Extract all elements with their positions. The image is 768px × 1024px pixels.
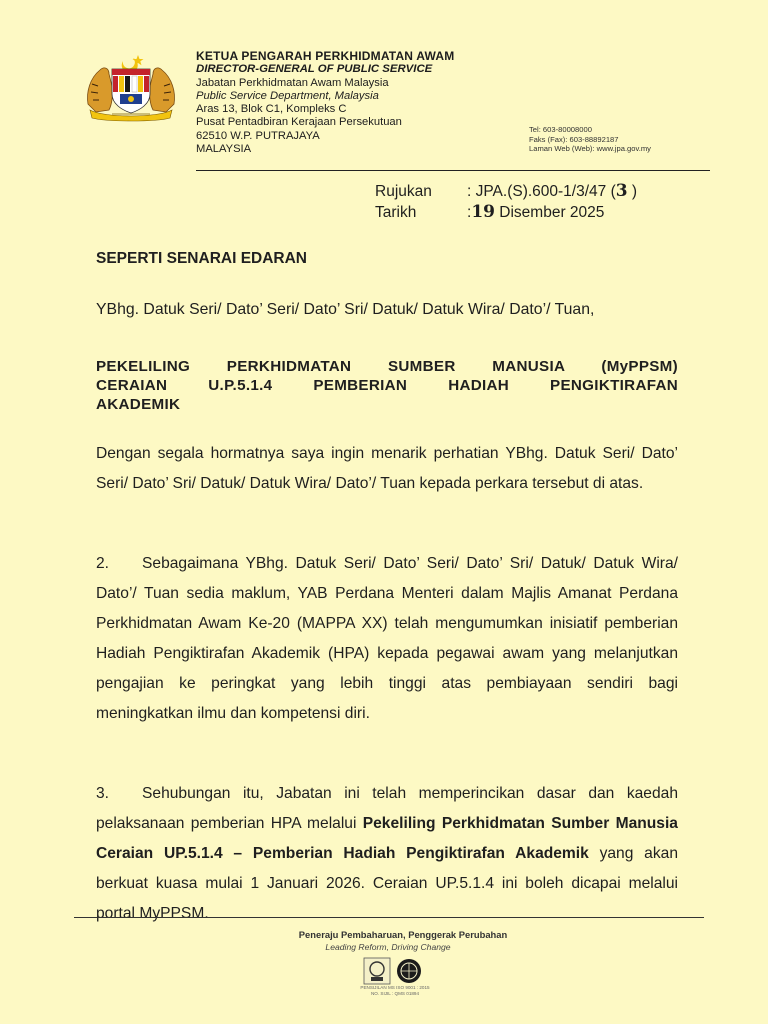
contact-tel: Tel: 603-80008000 [529, 125, 592, 134]
footer-divider [74, 917, 704, 918]
subject-heading [96, 357, 678, 414]
subject-line: PEKELILING PERKHIDMATAN SUMBER MANUSIA (MyPPSM) [96, 358, 678, 375]
letterhead-title: KETUA PENGARAH PERKHIDMATAN AWAM [196, 49, 455, 63]
paragraph-1: Dengan segala hormatnya saya ingin menarik perhatian YBhg. Datuk Seri/ Dato’ Seri/ Dato’ Sri/ Datuk/ Datuk Wira/ Dato’/ Tuan kepada perkara tersebut di atas. [96, 445, 678, 492]
handwritten-day: 19 [471, 202, 495, 222]
paragraph-text: yang akan berkuat kuasa mulai 1 Januari 2026. Ceraian UP.5.1.4 ini boleh dicapai melalui portal MyPPSM. [96, 845, 678, 922]
letterhead-title-en: DIRECTOR-GENERAL OF PUBLIC SERVICE [196, 63, 433, 76]
contact-details [529, 125, 729, 154]
date-row [375, 202, 637, 223]
address-postcode: 62510 W.P. PUTRAJAYA [196, 129, 320, 142]
handwritten-number: 3 [615, 181, 628, 201]
paragraph-text: Sehubungan itu, Jabatan ini telah memperincikan dasar dan kaedah pelaksanaan pemberian HPA melalui [96, 785, 678, 832]
footer-slogan-en: Leading Reform, Driving Change [325, 942, 451, 952]
address-line: Aras 13, Blok C1, Kompleks C [196, 103, 347, 116]
letterhead-address [196, 50, 516, 156]
paragraph-text: Sebagaimana YBhg. Datuk Seri/ Dato’ Seri/ Dato’ Sri/ Datuk/ Datuk Wira/ Dato’/ Tuan sedia maklum, YAB Perdana Menteri dalam Majlis Amanat Perdana Perkhidmatan Awam Ke-20 (MAPPA XX) telah mengumumkan inisiatif pemberian Hadiah Pengiktirafan Akademik (HPA) kepada pegawai awam yang melanjutkan pengajian ke peringkat yang lebih tinggi atas pembiayaan sendiri bagi meningkatkan ilmu dan kompetensi diri. [96, 555, 678, 722]
reference-row [375, 181, 637, 202]
malaysia-coat-of-arms-icon [82, 52, 180, 122]
date-label: Tarikh [375, 204, 417, 221]
department-name: Jabatan Perkhidmatan Awam Malaysia [196, 76, 389, 89]
address-country: MALAYSIA [196, 143, 252, 156]
date-value: :19 Disember 2025 [467, 202, 605, 222]
circular-title: Pekeliling Perkhidmatan Sumber Manusia Ceraian UP.5.1.4 – Pemberian Hadiah Pengiktirafan Akademik [96, 815, 678, 862]
salutation: YBhg. Datuk Seri/ Dato’ Seri/ Dato’ Sri/ Datuk/ Datuk Wira/ Dato’/ Tuan, [96, 301, 595, 318]
contact-web: Laman Web (Web): www.jpa.gov.my [529, 144, 651, 154]
paragraph-number: 3. [96, 785, 110, 802]
iso-certification-icon [364, 958, 390, 984]
header-divider [196, 170, 710, 171]
iqnet-certification-icon [397, 959, 421, 983]
certification-note: PENSIJILAN MS ISO 9001 : 2015 NO. SIJIL : QMS 01894 [360, 985, 430, 996]
contact-fax: Faks (Fax): 603-88892187 [529, 134, 619, 144]
address-line: Pusat Pentadbiran Kerajaan Persekutuan [196, 116, 402, 129]
reference-block [375, 181, 637, 223]
reference-label: Rujukan [375, 183, 432, 200]
paragraph-3 [96, 779, 678, 929]
certification-logos [362, 956, 426, 986]
subject-line: AKADEMIK [96, 396, 181, 413]
footer-slogan: Peneraju Pembaharuan, Penggerak Perubahan [298, 929, 508, 940]
paragraph-2 [96, 549, 678, 729]
distribution-heading: SEPERTI SENARAI EDARAN [96, 250, 307, 267]
paragraph-number: 2. [96, 555, 110, 572]
reference-value: : JPA.(S).600-1/3/47 (3 ) [467, 181, 638, 201]
department-name-en: Public Service Department, Malaysia [196, 89, 379, 102]
subject-line: CERAIAN U.P.5.1.4 PEMBERIAN HADIAH PENGIKTIRAFAN [96, 377, 678, 394]
